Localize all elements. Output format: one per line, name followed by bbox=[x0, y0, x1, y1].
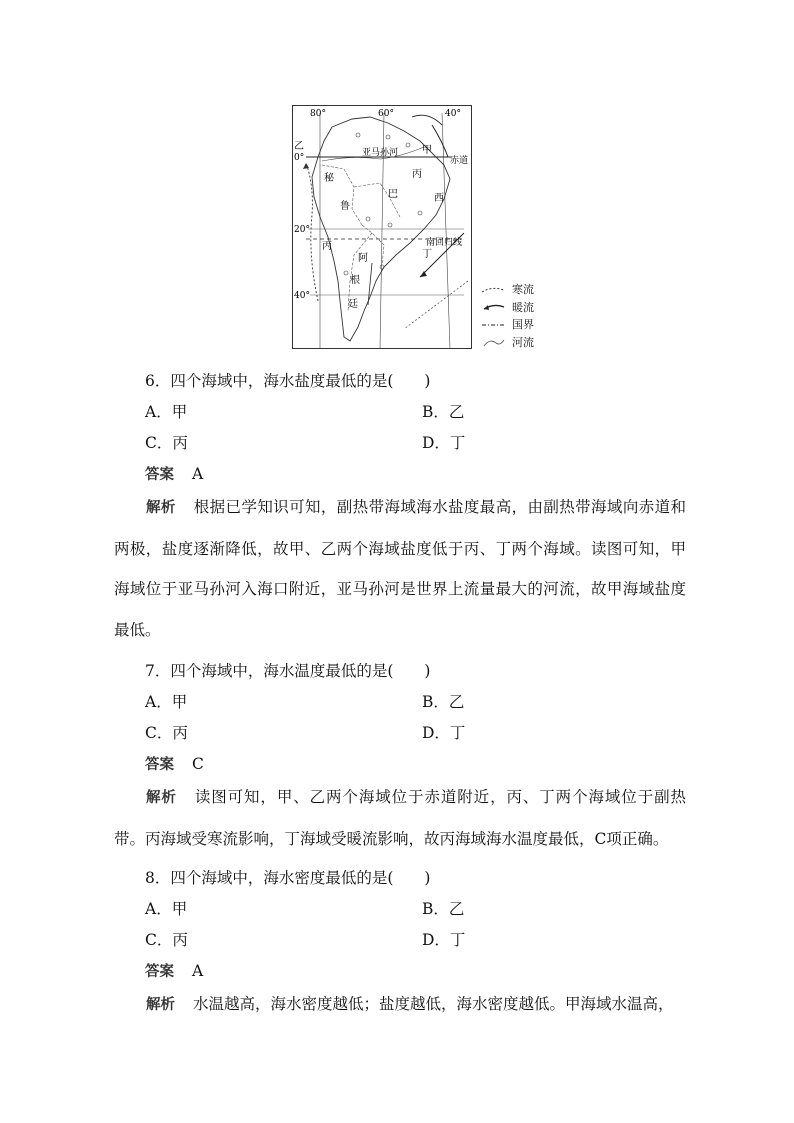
question-7-stem: 7．四个海域中，海水温度最低的是( ) bbox=[145, 662, 431, 680]
label-xi: 西 bbox=[434, 193, 444, 204]
map-legend bbox=[480, 281, 534, 351]
q8-answer bbox=[145, 960, 203, 981]
label-a: 阿 bbox=[358, 253, 368, 264]
amazon-label: 亚马孙河 bbox=[362, 148, 399, 158]
legend-border-label: 国界 bbox=[512, 318, 534, 331]
legend-border bbox=[480, 316, 534, 334]
q7-analysis bbox=[114, 777, 686, 859]
label-bing-land: 丙 bbox=[412, 169, 422, 180]
q8-analysis-text: 水温越高，海水密度越低；盐度越低，海水密度越低。甲海域水温高， bbox=[193, 995, 674, 1013]
border-icon bbox=[480, 319, 508, 331]
lat-20: 20° bbox=[294, 225, 310, 235]
legend-river-label: 河流 bbox=[512, 335, 534, 349]
q6-analysis-text: 根据已学知识可知，副热带海域海水盐度最高，由副热带海域向赤道和两极，盐度逐渐降低，故甲、乙两个海域盐度低于丙、丁两个海域。读图可知，甲海域位于亚马孙河入海口附近，亚马孙河是世界上流量最大的河流，故甲海域盐度最低。 bbox=[114, 498, 686, 639]
label-ba: 巴 bbox=[388, 189, 398, 200]
answer-tag: 答案 bbox=[145, 467, 174, 483]
sea-bing: 丙 bbox=[322, 241, 332, 252]
legend-river bbox=[480, 334, 534, 352]
q7-option-a[interactable]: A．甲 bbox=[145, 693, 188, 711]
lat-0: 0° bbox=[294, 153, 305, 163]
label-gen: 根 bbox=[350, 275, 360, 286]
label-ting: 廷 bbox=[348, 299, 358, 310]
q7-analysis-text: 读图可知，甲、乙两个海域位于赤道附近，丙、丁两个海域位于副热带。丙海域受寒流影响，丁海域受暖流影响，故丙海域海水温度最低，C项正确。 bbox=[114, 788, 686, 848]
answer-tag: 答案 bbox=[145, 964, 174, 980]
q7-option-d[interactable]: D．丁 bbox=[422, 724, 466, 742]
q8-analysis bbox=[114, 984, 686, 1026]
equator-label: 赤道 bbox=[450, 156, 469, 166]
question-6-stem: 6．四个海域中，海水盐度最低的是( ) bbox=[145, 372, 431, 390]
legend-warm bbox=[480, 299, 534, 317]
q6-option-a[interactable]: A．甲 bbox=[145, 403, 188, 421]
q7-answer bbox=[145, 753, 204, 774]
cold-current-icon bbox=[480, 284, 508, 296]
lon-40: 40° bbox=[445, 109, 461, 119]
q7-answer-value: C bbox=[192, 755, 204, 773]
q8-option-a[interactable]: A．甲 bbox=[145, 900, 188, 918]
tropic-label: 南回归线 bbox=[426, 238, 463, 248]
q8-option-b[interactable]: B．乙 bbox=[422, 900, 465, 918]
legend-cold bbox=[480, 281, 534, 299]
q6-answer bbox=[145, 463, 203, 484]
question-8-stem: 8．四个海域中，海水密度最低的是( ) bbox=[145, 869, 431, 887]
q6-option-d[interactable]: D．丁 bbox=[422, 434, 466, 452]
warm-current-icon bbox=[480, 301, 508, 313]
q6-option-c[interactable]: C．丙 bbox=[145, 434, 188, 452]
analysis-tag: 解析 bbox=[146, 500, 176, 516]
answer-tag: 答案 bbox=[145, 757, 174, 773]
sea-ding: 丁 bbox=[422, 249, 432, 260]
q7-option-b[interactable]: B．乙 bbox=[422, 693, 465, 711]
legend-warm-label: 暖流 bbox=[512, 300, 534, 314]
analysis-tag: 解析 bbox=[146, 790, 177, 806]
lon-80: 80° bbox=[310, 109, 326, 119]
label-bi: 秘 bbox=[324, 173, 334, 184]
label-lu: 鲁 bbox=[340, 201, 350, 212]
q8-option-c[interactable]: C．丙 bbox=[145, 931, 188, 949]
q6-option-b[interactable]: B．乙 bbox=[422, 403, 465, 421]
analysis-tag: 解析 bbox=[146, 997, 175, 1013]
sea-jia: 甲 bbox=[422, 145, 432, 156]
q8-option-d[interactable]: D．丁 bbox=[422, 931, 466, 949]
lon-60: 60° bbox=[378, 109, 394, 119]
q8-answer-value: A bbox=[192, 962, 204, 980]
legend-cold-label: 寒流 bbox=[512, 283, 534, 296]
river-icon bbox=[480, 336, 508, 348]
q6-answer-value: A bbox=[192, 465, 204, 483]
south-america-map bbox=[292, 105, 472, 349]
q6-analysis bbox=[114, 487, 686, 650]
sea-yi: 乙 bbox=[294, 141, 304, 152]
lat-40: 40° bbox=[294, 291, 310, 301]
q7-option-c[interactable]: C．丙 bbox=[145, 724, 188, 742]
